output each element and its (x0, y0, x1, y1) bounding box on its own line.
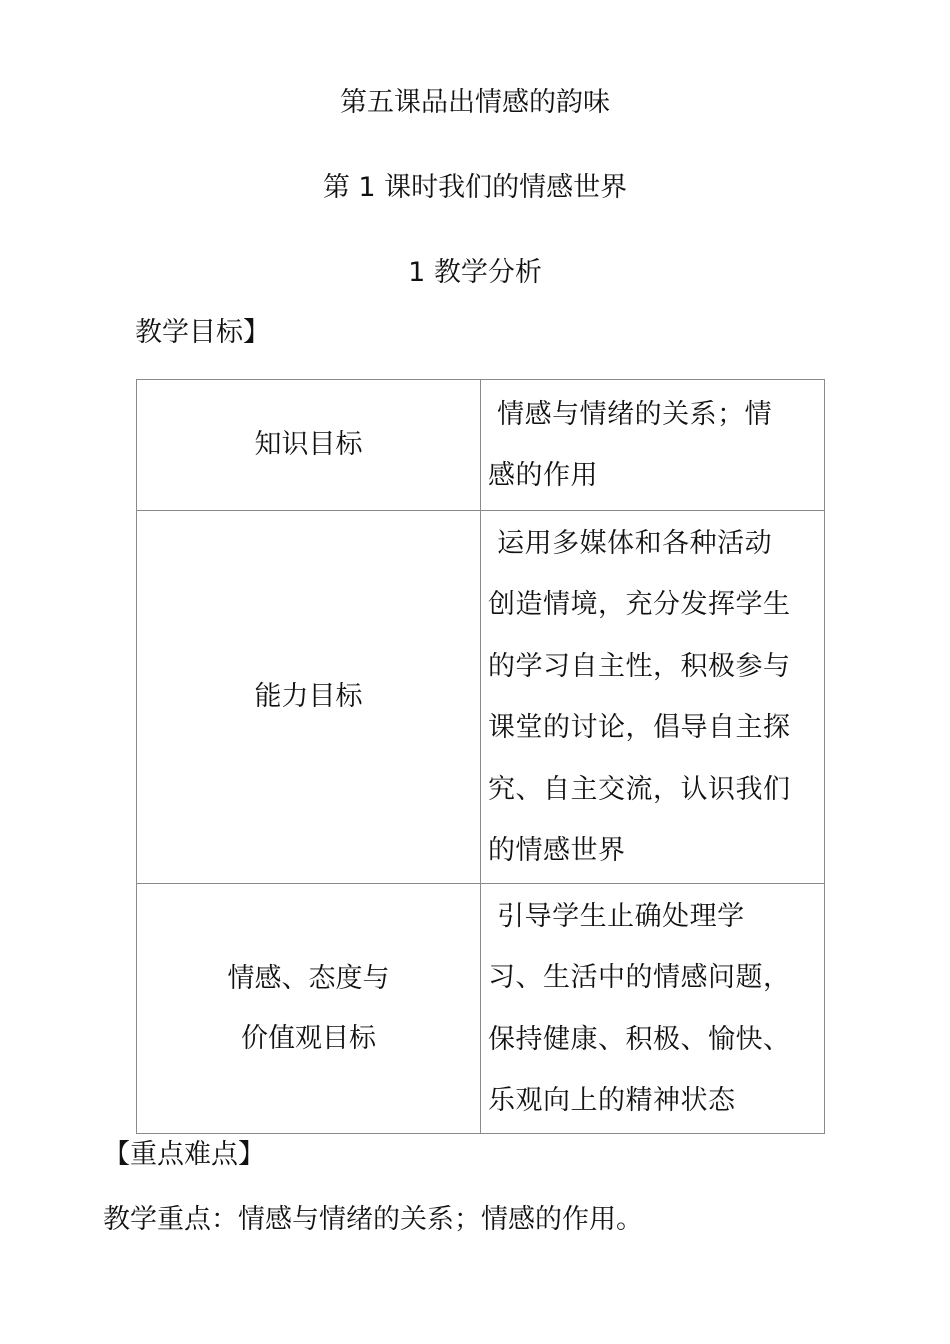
goal-desc-line: 的情感世界 (488, 835, 626, 866)
goal-label-line: 价值观目标 (241, 1022, 376, 1054)
goal-desc-line: 课堂的讨论，倡导自主探 (488, 712, 791, 743)
goal-desc-line: 保持健康、积极、愉快、 (488, 1023, 791, 1055)
table-row (137, 380, 825, 511)
goal-desc-line: 的学习自主性，积极参与 (488, 650, 791, 682)
goal-desc-line: 引导学生止确处理学 (488, 900, 745, 932)
goals-heading: 教学目标】 (135, 317, 270, 348)
goal-label-values (137, 884, 481, 1134)
teaching-focus-text: 教学重点：情感与情绪的关系；情感的作用。 (103, 1204, 643, 1235)
period-title: 第 1 课时我们的情感世界 (322, 172, 628, 203)
goal-desc-ability (481, 511, 825, 884)
table-row (137, 511, 825, 884)
key-points-heading: 【重点难点】 (103, 1139, 265, 1170)
goals-table (136, 379, 825, 1134)
lesson-title: 第五课品出情感的韵味 (340, 87, 610, 118)
goal-desc-line: 习、生活中的情感问题， (488, 962, 791, 993)
goal-label-line: 能力目标 (254, 681, 363, 712)
section-title: 1 教学分析 (408, 257, 542, 288)
goal-desc-values (481, 884, 825, 1134)
goal-desc-line: 创造情境，充分发挥学生 (488, 589, 791, 620)
goal-desc-knowledge (481, 380, 825, 511)
goal-label-ability (137, 511, 481, 884)
goal-desc-line: 究、自主交流，认识我们 (488, 773, 791, 805)
table-row (137, 884, 825, 1134)
goal-label-knowledge (137, 380, 481, 511)
goal-label-line: 情感、态度与 (227, 962, 390, 994)
goal-desc-line: 情感与情绪的关系；情 (488, 398, 773, 430)
goal-desc-line: 乐观向上的精神状态 (488, 1085, 736, 1116)
goal-label-line: 知识目标 (254, 429, 363, 460)
goal-desc-line: 感的作用 (488, 460, 598, 491)
goal-desc-line: 运用多媒体和各种活动 (488, 527, 773, 559)
